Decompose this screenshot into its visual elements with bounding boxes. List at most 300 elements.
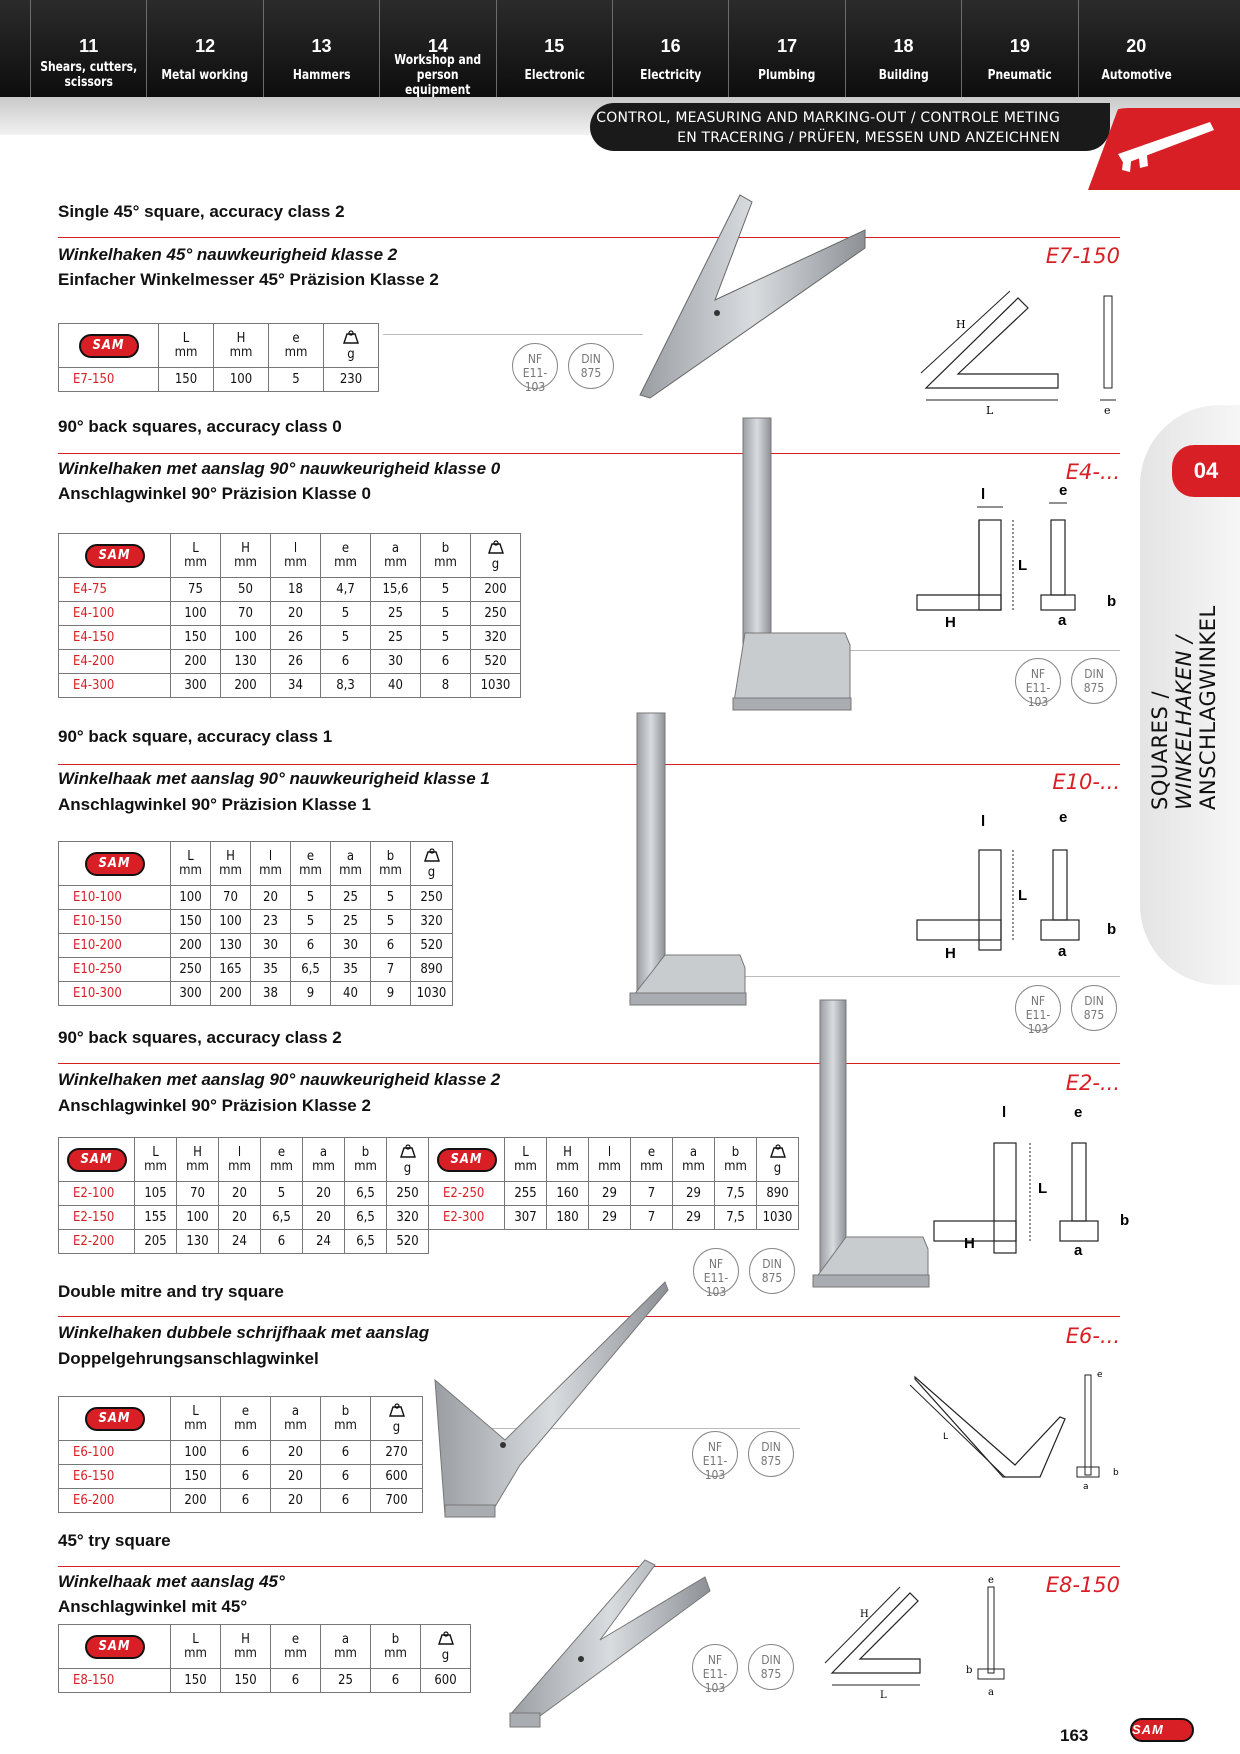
category-header-line2: EN TRACERING / PRÜFEN, MESSEN UND ANZEICHNEN	[677, 130, 1060, 146]
table-cell: 70	[221, 602, 271, 626]
table-cell: 6	[371, 1669, 421, 1693]
column-symbol: l	[293, 540, 298, 556]
dim-label: b	[1113, 1468, 1119, 1478]
table-cell: 25	[371, 626, 421, 650]
column-unit: mm	[598, 1158, 621, 1174]
table-row	[59, 626, 521, 650]
nav-tab-number: 19	[1009, 36, 1030, 56]
table-cell: 320	[471, 626, 521, 650]
column-symbol: H	[563, 1144, 572, 1160]
column-symbol: b	[441, 540, 450, 556]
badge-code: E11-103	[522, 366, 548, 394]
badge-code: E11-103	[702, 1454, 728, 1482]
table-cell: 29	[673, 1206, 715, 1230]
table-cell: 6	[321, 1489, 371, 1513]
column-symbol: l	[237, 1144, 242, 1160]
brand-logo-cell	[59, 534, 171, 578]
page-number: 163	[1060, 1726, 1089, 1745]
article-ref: E4-200	[59, 650, 171, 674]
article-ref: E2-250	[429, 1182, 505, 1206]
product-image-e4	[725, 413, 865, 718]
table-cell: 165	[211, 958, 251, 982]
column-unit: g	[491, 556, 500, 572]
technical-drawing-e7	[918, 288, 1118, 418]
table-cell: 38	[251, 982, 291, 1006]
product-code: E4-...	[1065, 460, 1120, 484]
column-symbol: a	[319, 1144, 328, 1160]
section-title: Single 45° square, accuracy class 2	[58, 202, 345, 221]
category-header-line1: CONTROL, MEASURING AND MARKING-OUT / CONTROLE METING	[596, 110, 1060, 126]
table-row	[59, 982, 453, 1006]
table-cell: 600	[371, 1465, 423, 1489]
article-ref: E7-150	[59, 368, 159, 392]
column-unit: g	[403, 1160, 412, 1176]
table-cell: 5	[261, 1182, 303, 1206]
column-header	[221, 534, 271, 578]
column-unit: mm	[184, 554, 207, 570]
badge-code: 875	[761, 1271, 783, 1285]
table-cell: 250	[411, 886, 453, 910]
product-image-e2	[808, 997, 933, 1297]
spec-table	[58, 1624, 471, 1693]
table-cell: 6	[371, 934, 411, 958]
column-unit: mm	[179, 862, 202, 878]
table-cell: 35	[251, 958, 291, 982]
column-unit: mm	[174, 344, 198, 360]
weight-icon	[486, 540, 506, 554]
column-unit: mm	[384, 554, 407, 570]
table-cell: 520	[387, 1230, 429, 1254]
nav-tab-18[interactable]	[845, 0, 961, 97]
section-title-nl: Winkelhaken dubbele schrijfhaak met aanslag	[58, 1323, 430, 1342]
spec-table	[58, 841, 453, 1006]
dim-label: l	[981, 486, 986, 503]
spec-table	[58, 533, 521, 698]
badge-title: DIN	[1084, 994, 1104, 1008]
column-header	[421, 534, 471, 578]
dim-label: L	[943, 1432, 949, 1442]
table-cell: 100	[211, 910, 251, 934]
table-cell: 24	[303, 1230, 345, 1254]
table-cell: 5	[421, 626, 471, 650]
brand-logo-cell	[429, 1138, 505, 1182]
dim-label: L	[1018, 557, 1028, 574]
table-row	[59, 910, 453, 934]
table-cell: 34	[271, 674, 321, 698]
table-cell: 18	[271, 578, 321, 602]
dim-label: a	[1083, 1482, 1089, 1492]
article-ref: E2-300	[429, 1206, 505, 1230]
table-row	[59, 674, 521, 698]
dim-label: L	[1038, 1180, 1048, 1197]
product-code: E10-...	[1052, 770, 1120, 794]
nav-tab-number: 12	[195, 36, 216, 56]
table-row	[59, 1465, 423, 1489]
column-unit: mm	[186, 1158, 209, 1174]
nav-tab-15[interactable]	[496, 0, 612, 97]
table-cell: 180	[547, 1206, 589, 1230]
column-header	[547, 1138, 589, 1182]
column-header	[331, 842, 371, 886]
article-ref: E6-100	[59, 1441, 171, 1465]
section-title-nl: Winkelhaken met aanslag 90° nauwkeurigheid klasse 0	[58, 459, 501, 478]
badge-title: NF	[1030, 667, 1046, 681]
side-title-line2: WINKELHAKEN /	[1172, 635, 1196, 810]
column-header	[219, 1138, 261, 1182]
column-symbol: b	[361, 1144, 370, 1160]
table-cell: 200	[211, 982, 251, 1006]
column-symbol: H	[193, 1144, 202, 1160]
table-row	[59, 886, 453, 910]
table-row	[59, 650, 521, 674]
table-cell: 1030	[471, 674, 521, 698]
nav-tab-number: 16	[660, 36, 681, 56]
product-code: E8-150	[1045, 1573, 1120, 1597]
table-cell: 150	[171, 1465, 221, 1489]
table-cell: 7	[631, 1182, 673, 1206]
spec-table-continued	[428, 1137, 799, 1230]
dim-label: e	[1059, 810, 1068, 826]
table-cell: 130	[211, 934, 251, 958]
section-title-de: Doppelgehrungsanschlagwinkel	[58, 1349, 319, 1368]
product-code: E6-...	[1065, 1324, 1120, 1348]
brand-logo: SAM	[85, 852, 145, 876]
column-header	[251, 842, 291, 886]
badge-code: 875	[760, 1454, 782, 1468]
table-row	[59, 1230, 429, 1254]
product-image-e7	[620, 190, 870, 400]
technical-drawing-e6	[905, 1367, 1125, 1492]
column-header	[214, 324, 269, 368]
table-cell: 150	[221, 1669, 271, 1693]
weight-icon	[768, 1144, 788, 1158]
nav-tab-number: 11	[79, 36, 99, 56]
table-cell: 20	[271, 1489, 321, 1513]
article-ref: E10-200	[59, 934, 171, 958]
badge-title: NF	[1030, 994, 1046, 1008]
table-cell: 6,5	[345, 1206, 387, 1230]
column-unit: mm	[234, 1645, 257, 1661]
column-unit: mm	[334, 554, 357, 570]
badge-code: 875	[1083, 681, 1105, 695]
column-header	[715, 1138, 757, 1182]
brand-logo-cell	[59, 1138, 135, 1182]
nav-tab-label: Electricity	[640, 67, 702, 83]
badge-code: E11-103	[702, 1667, 728, 1695]
table-cell: 20	[271, 1465, 321, 1489]
article-ref: E2-200	[59, 1230, 135, 1254]
product-image-e6	[430, 1280, 670, 1525]
column-symbol: b	[341, 1403, 350, 1419]
column-header	[321, 1397, 371, 1441]
column-unit: mm	[384, 1645, 407, 1661]
badge-code: E11-103	[1025, 1008, 1051, 1036]
table-cell: 320	[387, 1206, 429, 1230]
table-cell: 7,5	[715, 1182, 757, 1206]
table-cell: 25	[331, 886, 371, 910]
dim-label: a	[1074, 1242, 1083, 1258]
table-cell: 200	[171, 650, 221, 674]
section-title-de: Anschlagwinkel mit 45°	[58, 1597, 248, 1616]
table-cell: 5	[291, 910, 331, 934]
column-header	[211, 842, 251, 886]
weight-icon	[341, 330, 361, 344]
nav-tab-label: Electronic	[524, 67, 585, 83]
nav-tab-number: 17	[777, 36, 798, 56]
column-symbol: e	[341, 540, 350, 556]
table-cell: 255	[505, 1182, 547, 1206]
article-ref: E10-300	[59, 982, 171, 1006]
table-row	[59, 602, 521, 626]
table-cell: 890	[757, 1182, 799, 1206]
badge-title: NF	[708, 1257, 724, 1271]
nav-tab-label: Workshop and person equipment	[394, 52, 482, 98]
dim-label: e	[1059, 485, 1068, 499]
section-title: 90° back squares, accuracy class 2	[58, 1028, 342, 1047]
table-cell: 1030	[757, 1206, 799, 1230]
table-cell: 205	[135, 1230, 177, 1254]
nav-tab-14[interactable]	[379, 0, 495, 97]
nf-norm-badge	[1015, 985, 1061, 1036]
dim-label: b	[1107, 921, 1117, 938]
column-symbol: e	[292, 330, 300, 346]
column-unit: mm	[284, 554, 307, 570]
nav-tab-label: Metal working	[161, 67, 249, 83]
badge-title: DIN	[1084, 667, 1104, 681]
table-cell: 30	[371, 650, 421, 674]
table-cell: 200	[471, 578, 521, 602]
spec-table	[58, 323, 379, 392]
column-header	[387, 1138, 429, 1182]
table-cell: 6	[321, 1441, 371, 1465]
nav-tab-13[interactable]	[263, 0, 379, 97]
table-cell: 7	[631, 1206, 673, 1230]
table-cell: 6	[261, 1230, 303, 1254]
table-cell: 6	[321, 1465, 371, 1489]
table-cell: 40	[371, 674, 421, 698]
column-header	[505, 1138, 547, 1182]
column-symbol: L	[192, 1403, 199, 1419]
nav-tab-12[interactable]	[146, 0, 262, 97]
weight-icon	[387, 1403, 407, 1417]
side-title	[1132, 560, 1232, 820]
brand-logo-text: SAM	[1130, 1718, 1194, 1742]
section-title: 90° back squares, accuracy class 0	[58, 417, 342, 436]
table-cell: 100	[214, 368, 269, 392]
spec-table	[58, 1137, 429, 1254]
din-norm-badge	[749, 1248, 795, 1294]
article-ref: E10-150	[59, 910, 171, 934]
dim-label: l	[1002, 1104, 1007, 1121]
table-cell: 40	[331, 982, 371, 1006]
technical-drawing-e4	[915, 485, 1125, 630]
article-ref: E2-100	[59, 1182, 135, 1206]
table-cell: 20	[271, 602, 321, 626]
column-unit: mm	[259, 862, 282, 878]
product-image-e10	[625, 710, 750, 1010]
separator-line	[383, 334, 643, 335]
spec-table	[58, 1396, 423, 1513]
dim-label: e	[1104, 404, 1111, 417]
brand-logo: SAM	[437, 1148, 497, 1172]
column-symbol: H	[241, 1631, 250, 1647]
section-divider	[58, 453, 1120, 454]
column-header	[271, 534, 321, 578]
column-symbol: L	[182, 330, 190, 346]
column-symbol: b	[391, 1631, 400, 1647]
article-ref: E10-250	[59, 958, 171, 982]
product-image-e8	[505, 1555, 723, 1730]
badge-title: NF	[707, 1440, 723, 1454]
dim-label: H	[964, 1235, 975, 1252]
nav-tab-20[interactable]	[1078, 0, 1194, 97]
column-header	[171, 1397, 221, 1441]
column-header	[321, 1625, 371, 1669]
table-cell: 7,5	[715, 1206, 757, 1230]
table-cell: 20	[271, 1441, 321, 1465]
technical-drawing-e2	[932, 1103, 1132, 1258]
dim-label: b	[966, 1665, 973, 1676]
table-cell: 50	[221, 578, 271, 602]
column-unit: g	[441, 1647, 450, 1663]
dim-label: H	[956, 318, 966, 331]
column-header	[421, 1625, 471, 1669]
table-cell: 600	[421, 1669, 471, 1693]
column-unit: g	[427, 864, 436, 880]
column-symbol: a	[391, 540, 400, 556]
dim-label: L	[1018, 887, 1028, 904]
table-cell: 130	[221, 650, 271, 674]
nav-tab-16[interactable]	[612, 0, 728, 97]
table-cell: 8	[421, 674, 471, 698]
column-unit: mm	[514, 1158, 537, 1174]
badge-code: 875	[760, 1667, 782, 1681]
table-cell: 150	[171, 626, 221, 650]
column-header	[171, 534, 221, 578]
category-header	[590, 103, 1110, 151]
caliper-icon	[1110, 114, 1230, 184]
column-unit: g	[347, 346, 355, 362]
brand-logo-cell	[59, 1625, 171, 1669]
chapter-number: 04	[1172, 445, 1240, 497]
nav-tab-number: 20	[1126, 36, 1147, 56]
column-header	[631, 1138, 673, 1182]
section-divider	[58, 764, 1120, 765]
table-row	[59, 1182, 429, 1206]
separator-line	[840, 650, 1120, 651]
column-symbol: e	[647, 1144, 656, 1160]
table-cell: 30	[331, 934, 371, 958]
table-cell: 9	[291, 982, 331, 1006]
nf-norm-badge	[693, 1248, 739, 1299]
column-header	[345, 1138, 387, 1182]
technical-drawing-e10	[915, 810, 1125, 960]
table-cell: 8,3	[321, 674, 371, 698]
table-cell: 6,5	[261, 1206, 303, 1230]
column-unit: mm	[234, 554, 257, 570]
table-cell: 270	[371, 1441, 423, 1465]
side-title-line3: ANSCHLAGWINKEL	[1196, 605, 1220, 810]
column-symbol: L	[152, 1144, 159, 1160]
table-row	[59, 1441, 423, 1465]
din-norm-badge	[1071, 658, 1117, 704]
section-title-de: Anschlagwinkel 90° Präzision Klasse 2	[58, 1096, 371, 1115]
section-title: Double mitre and try square	[58, 1282, 284, 1301]
nav-tab-19[interactable]	[961, 0, 1077, 97]
column-header	[371, 1625, 421, 1669]
column-header	[291, 842, 331, 886]
column-symbol: L	[192, 540, 199, 556]
column-header	[411, 842, 453, 886]
table-cell: 6,5	[345, 1230, 387, 1254]
table-cell: 20	[251, 886, 291, 910]
weight-icon	[422, 848, 442, 862]
nav-tab-11[interactable]	[30, 0, 146, 97]
table-cell: 130	[177, 1230, 219, 1254]
column-header	[321, 534, 371, 578]
column-unit: mm	[234, 1417, 257, 1433]
table-cell: 105	[135, 1182, 177, 1206]
column-header	[589, 1138, 631, 1182]
column-symbol: a	[291, 1403, 300, 1419]
column-symbol: e	[277, 1144, 286, 1160]
nav-tab-label: Plumbing	[758, 67, 816, 83]
table-cell: 200	[171, 1489, 221, 1513]
nav-tab-label: Building	[878, 67, 929, 83]
section-title: 90° back square, accuracy class 1	[58, 727, 333, 746]
table-cell: 6	[221, 1465, 271, 1489]
table-cell: 200	[221, 674, 271, 698]
table-cell: 15,6	[371, 578, 421, 602]
column-symbol: a	[346, 848, 355, 864]
article-ref: E6-150	[59, 1465, 171, 1489]
column-unit: g	[773, 1160, 782, 1176]
weight-icon	[436, 1631, 456, 1645]
nav-tab-17[interactable]	[728, 0, 844, 97]
column-header	[269, 324, 324, 368]
column-header	[757, 1138, 799, 1182]
table-cell: 230	[324, 368, 379, 392]
table-cell: 6,5	[291, 958, 331, 982]
column-symbol: a	[341, 1631, 350, 1647]
table-cell: 20	[303, 1206, 345, 1230]
article-ref: E4-100	[59, 602, 171, 626]
table-cell: 300	[171, 674, 221, 698]
table-cell: 20	[303, 1182, 345, 1206]
table-cell: 6	[291, 934, 331, 958]
dim-label: H	[945, 614, 956, 630]
product-code: E7-150	[1045, 244, 1120, 268]
nav-tab-number: 15	[544, 36, 565, 56]
dim-label: H	[860, 1609, 869, 1620]
nf-norm-badge	[692, 1431, 738, 1482]
column-symbol: l	[268, 848, 273, 864]
column-symbol: l	[607, 1144, 612, 1160]
table-cell: 890	[411, 958, 453, 982]
table-cell: 30	[251, 934, 291, 958]
column-unit: mm	[379, 862, 402, 878]
weight-icon	[398, 1144, 418, 1158]
nf-norm-badge	[1015, 658, 1061, 709]
table-cell: 100	[171, 602, 221, 626]
column-unit: mm	[284, 344, 308, 360]
column-header	[171, 1625, 221, 1669]
section-title-nl: Winkelhaken 45° nauwkeurigheid klasse 2	[58, 245, 398, 264]
dim-label: l	[981, 813, 986, 830]
nf-norm-badge	[512, 343, 558, 394]
section-title-nl: Winkelhaak met aanslag 45°	[58, 1572, 285, 1591]
table-row	[59, 1206, 429, 1230]
